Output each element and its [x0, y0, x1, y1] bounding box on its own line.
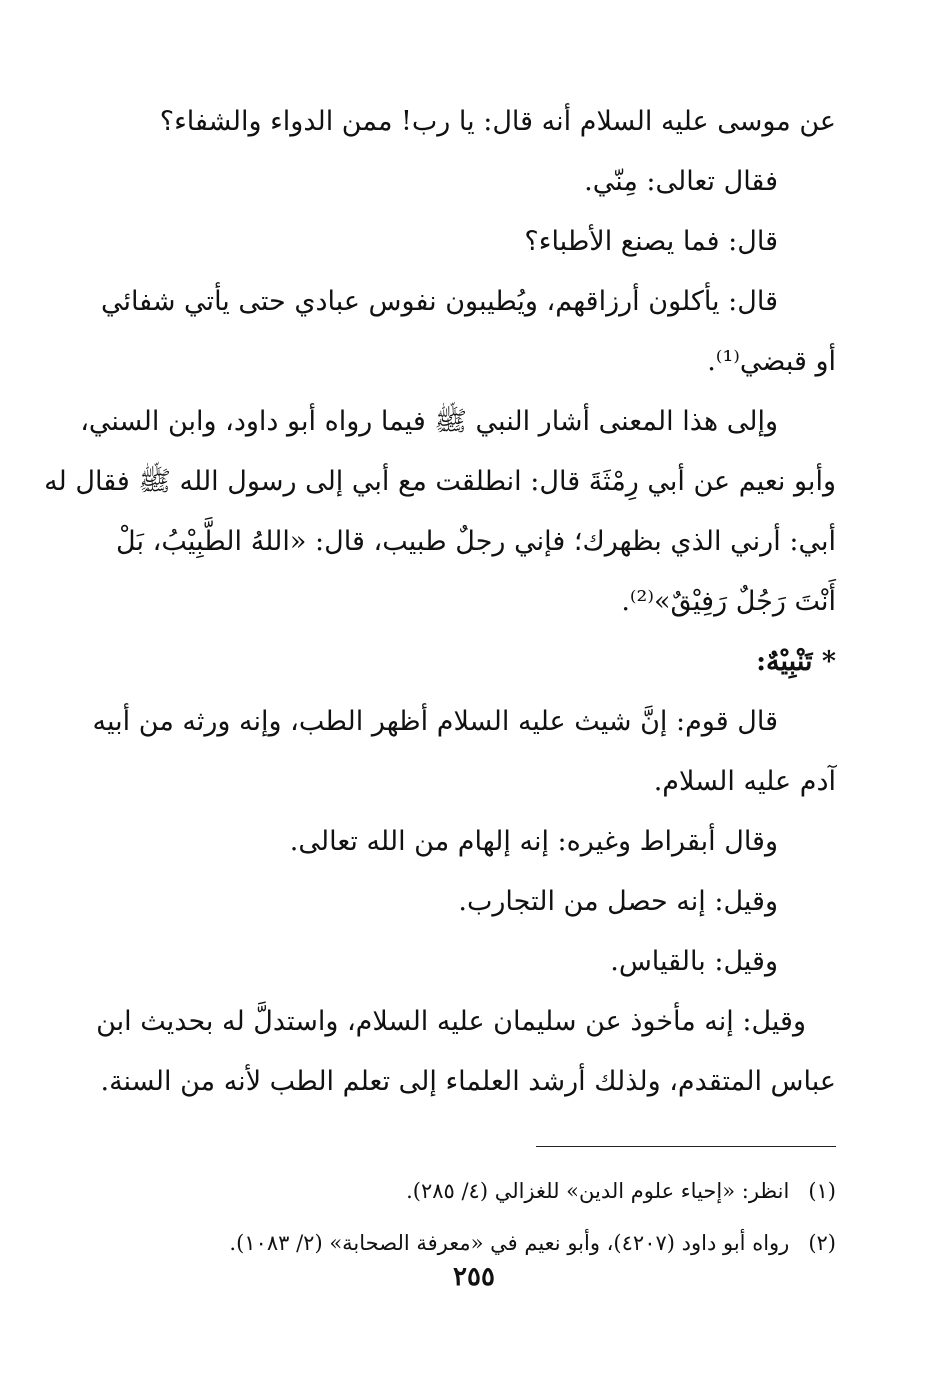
text-line-15: وقيل: بالقياس. — [610, 946, 778, 977]
page-body — [44, 92, 836, 1269]
text-line-3: قال: فما يصنع الأطباء؟ — [524, 226, 778, 257]
text-line-13: وقال أبقراط وغيره: إنه إلهام من الله تعالى. — [289, 826, 778, 857]
page-number: ٢٥٥ — [453, 1262, 495, 1292]
footnotes — [116, 1165, 836, 1269]
footnote-text: انظر: «إحياء علوم الدين» للغزالي (٤/ ٢٨٥). — [406, 1179, 790, 1203]
text-line-14: وقيل: إنه حصل من التجارب. — [458, 886, 778, 917]
text-line-1: عن موسى عليه السلام أنه قال: يا رب! ممن الدواء والشفاء؟ — [159, 106, 836, 137]
text-line-17: عباس المتقدم، ولذلك أرشد العلماء إلى تعلم الطب لأنه من السنة. — [100, 1066, 836, 1097]
text-line-12: آدم عليه السلام. — [653, 766, 836, 797]
text-line-2: فقال تعالى: مِنّي. — [584, 166, 778, 197]
footnote-number: (١) — [808, 1179, 836, 1203]
text-line-6: وإلى هذا المعنى أشار النبي ﷺ فيما رواه أبو داود، وابن السني، — [80, 406, 778, 437]
footnote — [116, 1165, 836, 1217]
footnote-divider — [536, 1146, 836, 1147]
text-line-11: قال قوم: إنَّ شيث عليه السلام أظهر الطب، وإنه ورثه من أبيه — [92, 706, 778, 737]
text-line-5: أو قبضي⁽¹⁾. — [707, 346, 836, 377]
text-line-16: وقيل: إنه مأخوذ عن سليمان عليه السلام، واستدلَّ له بحديث ابن — [96, 1006, 806, 1037]
text-line-7: وأبو نعيم عن أبي رِمْثَةَ قال: انطلقت مع أبي إلى رسول الله ﷺ فقال له — [44, 466, 836, 497]
text-line-9: أَنْتَ رَجُلٌ رَفِيْقٌ»⁽²⁾. — [621, 586, 836, 617]
footnote-text: رواه أبو داود (٤٢٠٧)، وأبو نعيم في «معرفة الصحابة» (٢/ ١٠٨٣). — [229, 1231, 790, 1255]
section-heading: * تَنْبِيْهٌ: — [756, 646, 836, 677]
text-line-4: قال: يأكلون أرزاقهم، ويُطيبون نفوس عبادي حتى يأتي شفائي — [100, 286, 778, 317]
footnote-number: (٢) — [808, 1231, 836, 1255]
text-line-8: أبي: أرني الذي بظهرك؛ فإني رجلٌ طبيب، قال: «اللهُ الطَّبِيْبُ، بَلْ — [116, 526, 836, 557]
